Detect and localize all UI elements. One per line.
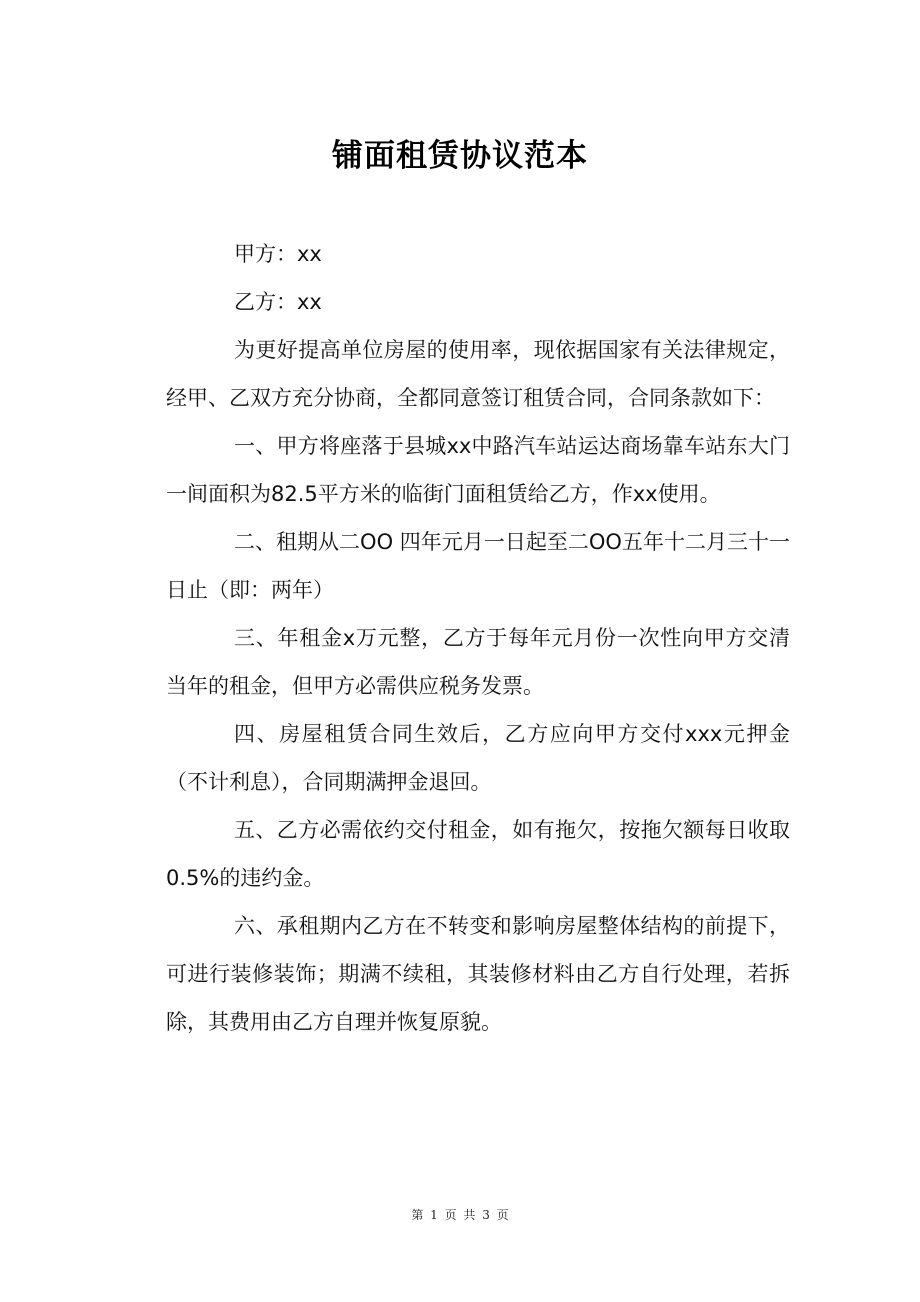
document-title: 铺面租赁协议范本 — [332, 138, 588, 174]
clause-4-paragraph: 四、房屋租赁合同生效后，乙方应向甲方交付xxx元押金（不计利息），合同期满押金退回。 — [166, 722, 790, 794]
preamble-paragraph: 为更好提高单位房屋的使用率，现依据国家有关法律规定，经甲、乙双方充分协商，全都同意签订租赁合同，合同条款如下： — [166, 338, 790, 410]
party-a-line: 甲方：xx — [234, 242, 322, 266]
clause-6-paragraph: 六、承租期内乙方在不转变和影响房屋整体结构的前提下，可进行装修装饰；期满不续租，其装修材料由乙方自行处理，若拆除，其费用由乙方自理并恢复原貌。 — [166, 914, 790, 1034]
clause-1-paragraph: 一、甲方将座落于县城xx中路汽车站运达商场靠车站东大门一间面积为82.5平方米的临街门面租赁给乙方，作xx使用。 — [166, 434, 790, 506]
document-body — [166, 230, 790, 1046]
clause-5-paragraph: 五、乙方必需依约交付租金，如有拖欠，按拖欠额每日收取0.5%的违约金。 — [166, 818, 790, 890]
page-number-footer: 第 1 页 共 3 页 — [411, 1208, 509, 1222]
party-b-line: 乙方：xx — [234, 290, 322, 314]
clause-2-paragraph: 二、租期从二OO 四年元月一日起至二OO五年十二月三十一日止（即：两年） — [166, 530, 790, 602]
clause-3-paragraph: 三、年租金x万元整，乙方于每年元月份一次性向甲方交清当年的租金，但甲方必需供应税务发票。 — [166, 626, 790, 698]
